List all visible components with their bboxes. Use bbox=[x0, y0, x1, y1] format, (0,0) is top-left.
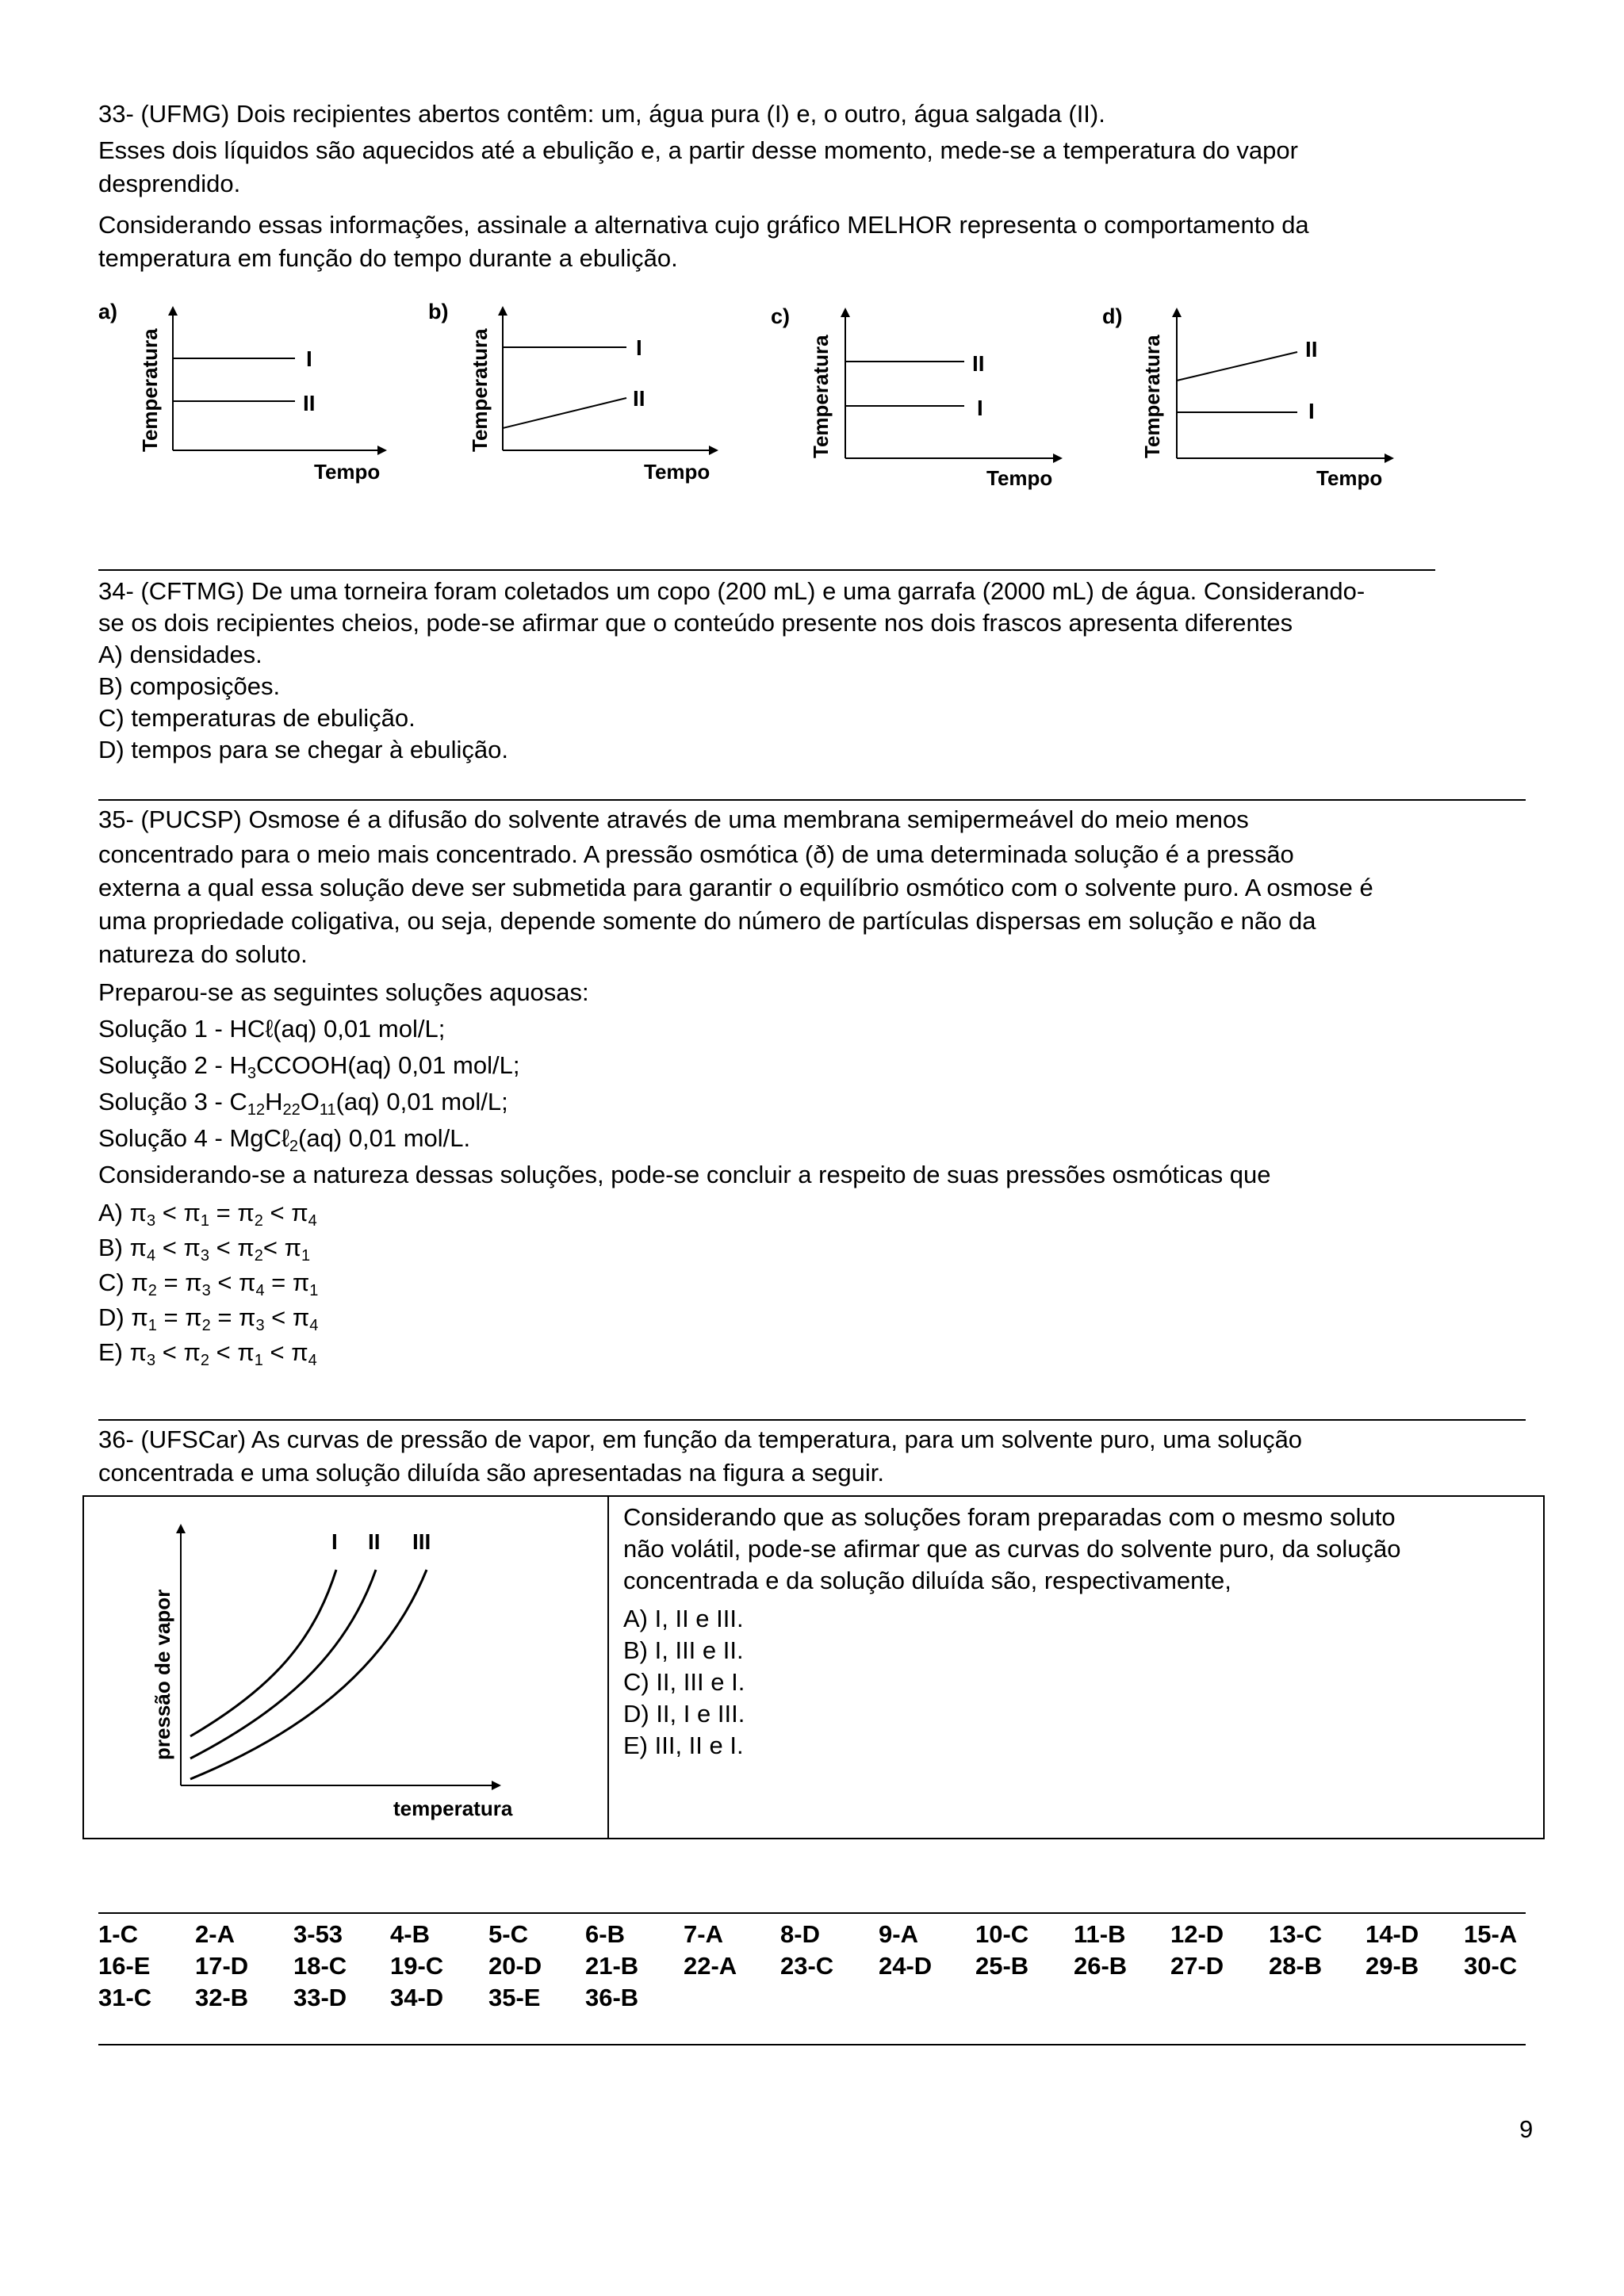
q36-xlabel: temperatura bbox=[393, 1797, 513, 1820]
answer-cell: 9-A bbox=[879, 1920, 918, 1948]
divider-q33 bbox=[98, 569, 1435, 571]
q34-line-2: se os dois recipientes cheios, pode-se afirmar que o conteúdo presente nos dois frascos apresenta diferentes bbox=[98, 609, 1293, 637]
graph-b-label: b) bbox=[428, 300, 449, 323]
answer-cell: 12-D bbox=[1170, 1920, 1224, 1948]
graph-c-upper-label: II bbox=[972, 351, 985, 376]
graph-a-label: a) bbox=[98, 300, 118, 323]
page-number: 9 bbox=[1519, 2115, 1534, 2143]
q35-solution-1: Solução 1 - HCℓ(aq) 0,01 mol/L; bbox=[98, 1015, 446, 1043]
answer-cell: 30-C bbox=[1464, 1952, 1518, 1980]
graph-d-xlabel: Tempo bbox=[1316, 466, 1383, 490]
q36-box bbox=[82, 1495, 1545, 1839]
q33-graphs bbox=[0, 285, 1624, 507]
graph-c bbox=[771, 304, 1058, 490]
q35-line-6: Preparou-se as seguintes soluções aquosas: bbox=[98, 978, 589, 1006]
answer-cell: 7-A bbox=[684, 1920, 723, 1948]
q35-option-b: B) $\pi_4 < \pi_3 < \pi_2< \pi_1$ bbox=[98, 1234, 311, 1265]
q35-option-e: E) $\pi_3 < \pi_2 < \pi_1 < \pi_4$ bbox=[98, 1338, 317, 1369]
q36-option-e: E) III, II e I. bbox=[623, 1732, 744, 1759]
q36-ylabel: pressão de vapor bbox=[151, 1589, 174, 1760]
graph-a bbox=[98, 300, 382, 484]
answer-cell: 11-B bbox=[1074, 1920, 1126, 1948]
graph-d-upper-label: II bbox=[1305, 337, 1318, 362]
answer-cell: 34-D bbox=[390, 1984, 444, 2011]
graph-c-label: c) bbox=[771, 304, 791, 328]
graph-a-ylabel: Temperatura bbox=[138, 328, 162, 452]
answer-cell: 20-D bbox=[488, 1952, 542, 1980]
graph-b-ylabel: Temperatura bbox=[468, 328, 492, 452]
answer-cell: 6-B bbox=[585, 1920, 625, 1948]
q35-line-3: externa a qual essa solução deve ser submetida para garantir o equilíbrio osmótico com o solvente puro. A osmose é bbox=[98, 874, 1373, 901]
q34-option-d: D) tempos para se chegar à ebulição. bbox=[98, 736, 508, 763]
q36-line-2: concentrada e uma solução diluída são apresentadas na figura a seguir. bbox=[98, 1459, 884, 1487]
q35-solution-4: Solução 4 - MgCℓ$_2$(aq) 0,01 mol/L. bbox=[98, 1124, 471, 1155]
answer-cell: 23-C bbox=[780, 1952, 834, 1980]
answers-bottom-rule bbox=[98, 2044, 1526, 2045]
answers-top-rule bbox=[98, 1912, 1526, 1914]
answer-cell: 25-B bbox=[975, 1952, 1029, 1980]
graph-a-xlabel: Tempo bbox=[314, 460, 381, 484]
answer-cell: 19-C bbox=[390, 1952, 444, 1980]
q34-line-1: 34- (CFTMG) De uma torneira foram coletados um copo (200 mL) e uma garrafa (2000 mL) de água. Considerando- bbox=[98, 577, 1365, 605]
q35-option-d: D) $\pi_1 = \pi_2 = \pi_3 < \pi_4$ bbox=[98, 1303, 319, 1334]
answer-cell: 14-D bbox=[1365, 1920, 1419, 1948]
q33-line-4: Considerando essas informações, assinale a alternativa cujo gráfico MELHOR representa o comportamento da bbox=[98, 211, 1309, 239]
q36-option-d: D) II, I e III. bbox=[623, 1700, 745, 1728]
answer-cell: 2-A bbox=[195, 1920, 235, 1948]
answer-cell: 33-D bbox=[293, 1984, 347, 2011]
graph-d-ylabel: Temperatura bbox=[1140, 335, 1164, 458]
graph-b-line-lower bbox=[503, 398, 626, 428]
q33-line-1: 33- (UFMG) Dois recipientes abertos contêm: um, água pura (I) e, o outro, água salgada (II). bbox=[98, 100, 1105, 128]
graph-c-ylabel: Temperatura bbox=[809, 335, 833, 458]
answer-cell: 5-C bbox=[488, 1920, 528, 1948]
q36-line-1: 36- (UFSCar) As curvas de pressão de vapor, em função da temperatura, para um solvente puro, uma solução bbox=[98, 1425, 1303, 1453]
q36-option-a: A) I, II e III. bbox=[623, 1605, 744, 1632]
answer-cell: 24-D bbox=[879, 1952, 933, 1980]
answer-cell: 36-B bbox=[585, 1984, 639, 2011]
q35-solution-3: Solução $3 - C_{12}H_{22}O_{11}(aq)$ 0,01 mol/L; bbox=[98, 1088, 508, 1119]
q36-figure bbox=[84, 1497, 604, 1836]
q34-option-b: B) composições. bbox=[98, 672, 281, 700]
answer-cell: 16-E bbox=[98, 1952, 151, 1980]
answer-cell: 4-B bbox=[390, 1920, 430, 1948]
answer-cell: 31-C bbox=[98, 1984, 152, 2011]
answer-cell: 32-B bbox=[195, 1984, 249, 2011]
answer-cell: 26-B bbox=[1074, 1952, 1128, 1980]
q35-line-2: concentrado para o meio mais concentrado. A pressão osmótica (ð) de uma determinada solução é a pressão bbox=[98, 840, 1294, 868]
answer-cell: 10-C bbox=[975, 1920, 1029, 1948]
answer-cell: 1-C bbox=[98, 1920, 138, 1948]
answer-cell: 28-B bbox=[1269, 1952, 1323, 1980]
q33-line-3: desprendido. bbox=[98, 170, 241, 197]
graph-d-label: d) bbox=[1102, 304, 1123, 328]
q36-curve-label-II: II bbox=[368, 1529, 381, 1554]
divider-q34 bbox=[98, 799, 1526, 801]
divider-q35 bbox=[98, 1419, 1526, 1421]
q35-line-1: 35- (PUCSP) Osmose é a difusão do solvente através de uma membrana semipermeável do meio menos bbox=[98, 806, 1249, 833]
q35-conclusion: Considerando-se a natureza dessas soluções, pode-se concluir a respeito de suas pressões osmóticas que bbox=[98, 1161, 1271, 1188]
graph-b bbox=[428, 300, 714, 484]
answer-cell: 13-C bbox=[1269, 1920, 1323, 1948]
answer-cell: 18-C bbox=[293, 1952, 347, 1980]
answer-cell: 27-D bbox=[1170, 1952, 1224, 1980]
graph-d bbox=[1102, 304, 1389, 490]
answer-cell: 21-B bbox=[585, 1952, 639, 1980]
q35-option-a: A) $\pi_3 < \pi_1 = \pi_2 < \pi_4$ bbox=[98, 1199, 317, 1230]
q35-line-4: uma propriedade coligativa, ou seja, depende somente do número de partículas dispersas em solução e não da bbox=[98, 907, 1316, 935]
answer-cell: 3-53 bbox=[293, 1920, 343, 1948]
q33-line-5: temperatura em função do tempo durante a ebulição. bbox=[98, 244, 678, 272]
answer-cell: 8-D bbox=[780, 1920, 820, 1948]
q34-option-a: A) densidades. bbox=[98, 641, 262, 668]
q36-curve-III bbox=[190, 1570, 427, 1779]
q36-text-line-1: Considerando que as soluções foram preparadas com o mesmo soluto bbox=[623, 1503, 1396, 1531]
graph-d-lower-label: I bbox=[1308, 399, 1315, 423]
q36-text bbox=[623, 1502, 1535, 1762]
q36-text-line-2: não volátil, pode-se afirmar que as curvas do solvente puro, da solução bbox=[623, 1535, 1401, 1563]
graph-c-lower-label: I bbox=[977, 396, 983, 420]
q35-option-c: C) $\pi_2 = \pi_3 < \pi_4 = \pi_1$ bbox=[98, 1269, 319, 1299]
answer-cell: 22-A bbox=[684, 1952, 737, 1980]
q36-box-divider bbox=[607, 1497, 609, 1838]
answer-cell: 29-B bbox=[1365, 1952, 1419, 1980]
graph-b-upper-label: I bbox=[636, 335, 642, 360]
q36-option-b: B) I, III e II. bbox=[623, 1636, 744, 1664]
answer-cell: 35-E bbox=[488, 1984, 541, 2011]
graph-a-lower-label: II bbox=[303, 391, 316, 415]
q35-solution-2: Solução $2 - H_3CCOOH(aq)$ 0,01 mol/L; bbox=[98, 1051, 520, 1082]
q36-curve-label-I: I bbox=[331, 1529, 338, 1554]
q36-curve-label-III: III bbox=[412, 1529, 431, 1554]
q35-line-5: natureza do soluto. bbox=[98, 940, 308, 968]
answer-cell: 15-A bbox=[1464, 1920, 1518, 1948]
q34-option-c: C) temperaturas de ebulição. bbox=[98, 704, 416, 732]
q36-text-line-3: concentrada e da solução diluída são, respectivamente, bbox=[623, 1567, 1231, 1594]
q36-option-c: C) II, III e I. bbox=[623, 1668, 745, 1696]
graph-b-xlabel: Tempo bbox=[644, 460, 710, 484]
graph-a-upper-label: I bbox=[306, 346, 312, 371]
graph-c-xlabel: Tempo bbox=[986, 466, 1053, 490]
answer-cell: 17-D bbox=[195, 1952, 249, 1980]
graph-d-line-upper bbox=[1177, 352, 1297, 381]
q33-line-2: Esses dois líquidos são aquecidos até a ebulição e, a partir desse momento, mede-se a temperatura do vapor bbox=[98, 136, 1298, 164]
graph-b-lower-label: II bbox=[633, 386, 645, 411]
